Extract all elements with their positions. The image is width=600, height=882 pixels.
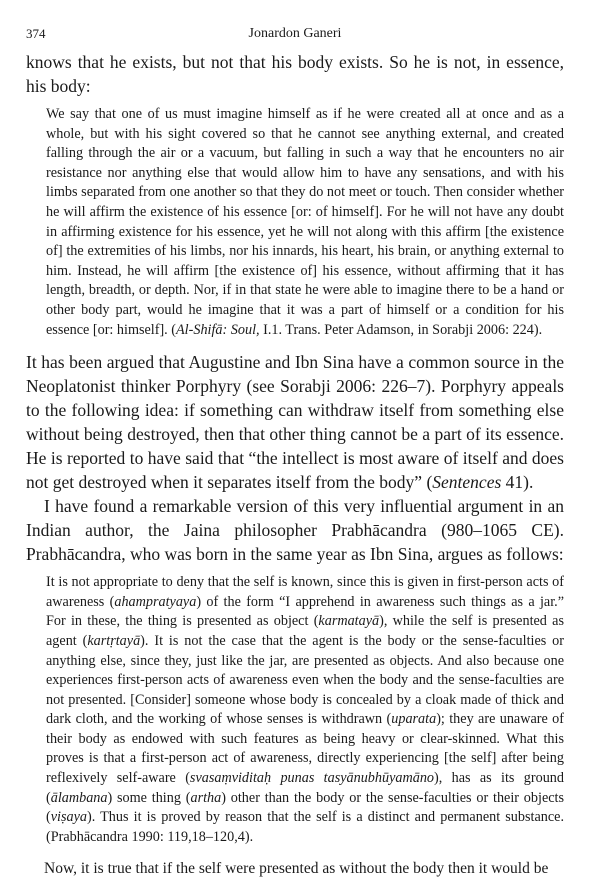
quote-2-text-8: ) other than the body or the sense-faculties or their objects (: [46, 789, 564, 826]
quote-2-term-5: svasaṃviditaḥ punas tasyānubhūyamāno: [189, 770, 435, 787]
paragraph-3: I have found a remarkable version of this very influential argument in an Indian author, the Jaina philosopher Prabhācandra (980–1065 CE). Prabhācandra, who was born in the same year as Ibn Sina, argues as follows:: [26, 496, 564, 565]
quote-2-term-3: kartṛtayā: [87, 632, 141, 649]
paragraph-2: [26, 350, 564, 494]
block-quote-prabhacandra: [46, 573, 564, 847]
quote-2-term-6: ālambana: [50, 789, 108, 806]
quote-1-citation: I.1. Trans. Peter Adamson, in Sorabji 2006: 224).: [259, 321, 543, 338]
quote-2-text-4: ). It is not the case that the agent is the body or the sense-faculties or anything else, since they, just like the jar, are presented as objects. And also because one experiences first-person acts of awareness even when the body and the sense-faculties are not presented. [Consider] someone whose body is concealed by a cloak made of thick and dark cloth, and the working of whose senses is withdrawn (: [46, 632, 564, 728]
quote-2-term-2: karmatayā: [318, 613, 380, 630]
quote-1-text: We say that one of us must imagine himself as if he were created all at once and as a whole, but with his sight covered so that he cannot see anything external, and created falling through the air or a vacuum, but falling in such a way that he encounters no air resistance nor anything else that would allow him to have any sensations, and with his limbs separated from one another so that they do not meet or touch. Then consider whether he will affirm the existence of his essence [or: of himself]. For he will not have any doubt in affirming existence for his essence, yet he will not along with this affirm [the existence of] the extremities of his limbs, nor his innards, his heart, his brain, or anything external to him. Instead, he will affirm [the existence of] his essence, without affirming that it has length, breadth, or depth. Nor, if in that state he were able to imagine there to be a hand or other body part, would he imagine that it was a part of himself or a condition for his essence [or: himself]. (: [46, 106, 564, 338]
paragraph-2-citation-title: Sentences: [432, 472, 502, 493]
page-header: [26, 26, 564, 50]
quote-2-text-3: ), while the self is presented as agent (: [46, 613, 564, 649]
quote-2-term-8: viṣaya: [50, 809, 87, 826]
block-quote-ibn-sina: [46, 105, 564, 340]
paragraph-2-text: It has been argued that Augustine and Ibn Sina have a common source in the Neoplatonist thinker Porphyry (see Sorabji 2006: 226–7). Porphyry appeals to the following idea: if something can withdraw itself from something else without being destroyed, then that other thing cannot be a part of its essence. He is reported to have said that “the intellect is most aware of itself and does not get destroyed when it separates itself from the body” (: [26, 352, 564, 493]
quote-2-text-5: ); they are unaware of their body as endowed with such features as being heavy or clear-skinned. What this proves is that a first-person act of awareness, directly experiencing [the self] after being reflexively self-aware (: [46, 711, 564, 787]
quote-2-text-9: ). Thus it is proved by reason that the self is a distinct and permanent substance. (Prabhācandra 1990: 119,18–120,4).: [46, 809, 564, 845]
quote-1-citation-title: Al-Shifā: Soul,: [176, 321, 260, 338]
quote-2-text-7: ) some thing (: [107, 789, 191, 806]
paragraph-2-citation: 41).: [501, 472, 534, 493]
quote-2-term-1: ahampratyaya: [114, 593, 197, 610]
quote-2-term-7: artha: [190, 789, 222, 806]
paragraph-4: Now, it is true that if the self were presented as without the body then it would be: [44, 860, 549, 878]
quote-2-text-1: It is not appropriate to deny that the self is known, since this is given in first-person acts of awareness (: [46, 574, 564, 610]
paragraph-1: knows that he exists, but not that his body exists. So he is not, in essence, his body:: [26, 52, 564, 96]
quote-2-text-2: ) of the form “I apprehend in awareness such things as a jar.” For in these, the thing is presented as object (: [46, 593, 564, 630]
page-number: 374: [26, 26, 46, 41]
running-head: Jonardon Ganeri: [248, 26, 342, 41]
quote-2-term-4: uparata: [391, 711, 437, 728]
quote-2-text-6: ), has as its ground (: [46, 770, 564, 806]
